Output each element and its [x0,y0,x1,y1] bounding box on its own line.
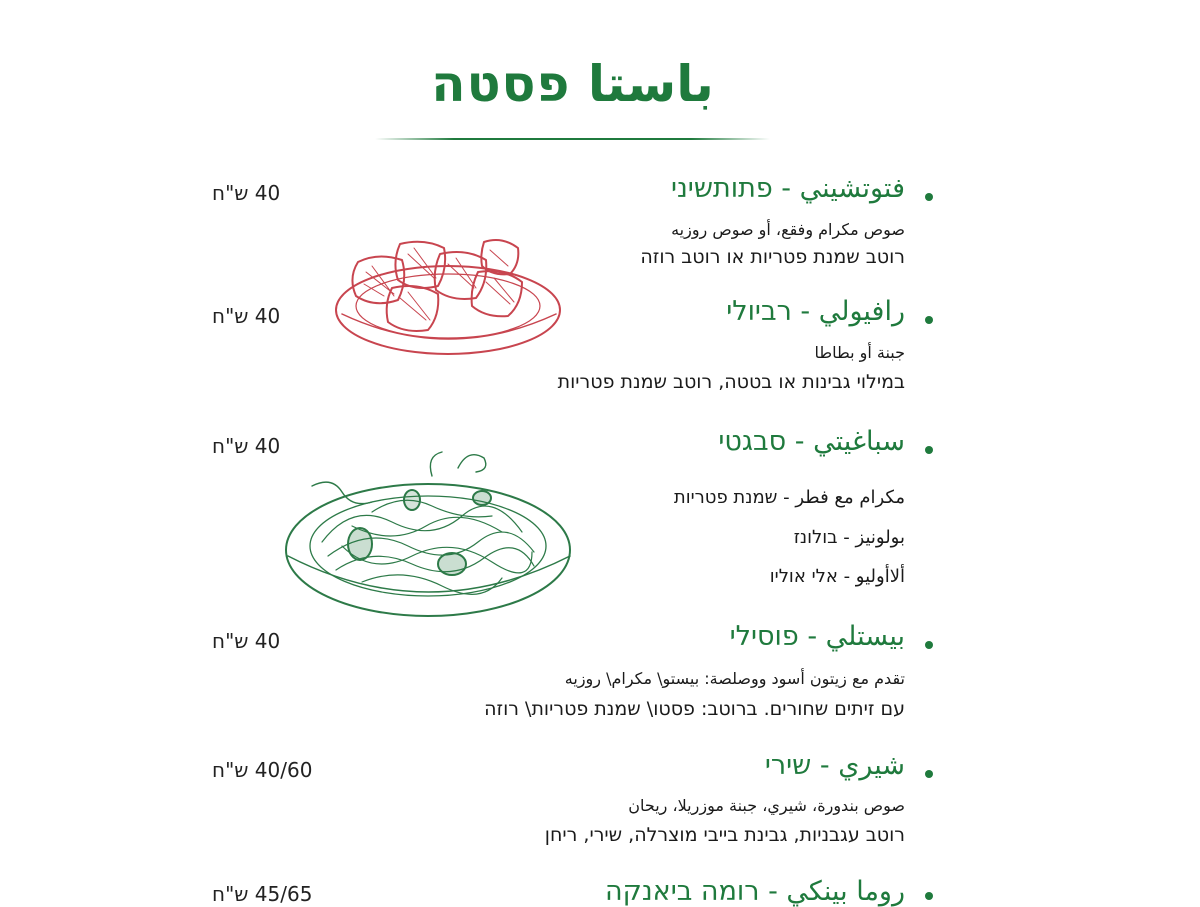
dish-name: بيستلي - פוסילי [729,621,905,652]
bullet-icon [925,193,933,201]
title-divider [375,138,770,140]
dish-price: 40 ש"ח [212,434,281,458]
bullet-icon [925,316,933,324]
spaghetti-plate-icon [282,446,574,624]
dish-option: مكرام مع فطر - שמנת פטריות [673,487,905,508]
dish-name: رافيولي - רביולי [726,296,905,327]
dish-option: ألاأوليو - אלי אוליו [769,566,905,587]
dish-description-hebrew: רוטב שמנת פטריות או רוטב רוזה [640,246,905,268]
dish-name: فتوتشيني - פתותשיני [670,173,905,204]
dish-description-hebrew: עם זיתים שחורים. ברוטב: פסטו\ שמנת פטריות\ רוזה [484,698,905,720]
dish-price: 45/65 ש"ח [212,882,313,906]
dish-description-arabic: صوص بندورة، شيري، جبنة موزريلا، ريحان [628,796,905,815]
ravioli-plate-icon [328,232,568,360]
dish-price: 40 ש"ח [212,304,281,328]
dish-price: 40 ש"ח [212,629,281,653]
dish-name: روما بينكي - רומה ביאנקה [605,876,905,907]
dish-description-hebrew: במילוי גבינות או בטטה, רוטב שמנת פטריות [557,371,905,393]
dish-description-arabic: جبنة أو بطاطا [814,343,905,362]
dish-description-arabic: تقدم مع زيتون أسود ووصلصة: بيستو\ مكرام\ روزيه [564,669,905,688]
bullet-icon [925,641,933,649]
dish-price: 40/60 ש"ח [212,758,313,782]
bullet-icon [925,446,933,454]
dish-description-hebrew: רוטב עגבניות, גבינת בייבי מוצרלה, שירי, ריחן [544,824,905,846]
dish-price: 40 ש"ח [212,181,281,205]
dish-name: سباغيتي - סבגטי [718,426,905,457]
page-title: باستا פסטה [431,55,714,113]
bullet-icon [925,892,933,900]
dish-description-arabic: صوص مكرام وفقع، أو صوص روزيه [671,220,905,239]
bullet-icon [925,770,933,778]
dish-option: بولونيز - בולונז [793,527,905,548]
dish-name: شيري - שירי [764,750,905,781]
